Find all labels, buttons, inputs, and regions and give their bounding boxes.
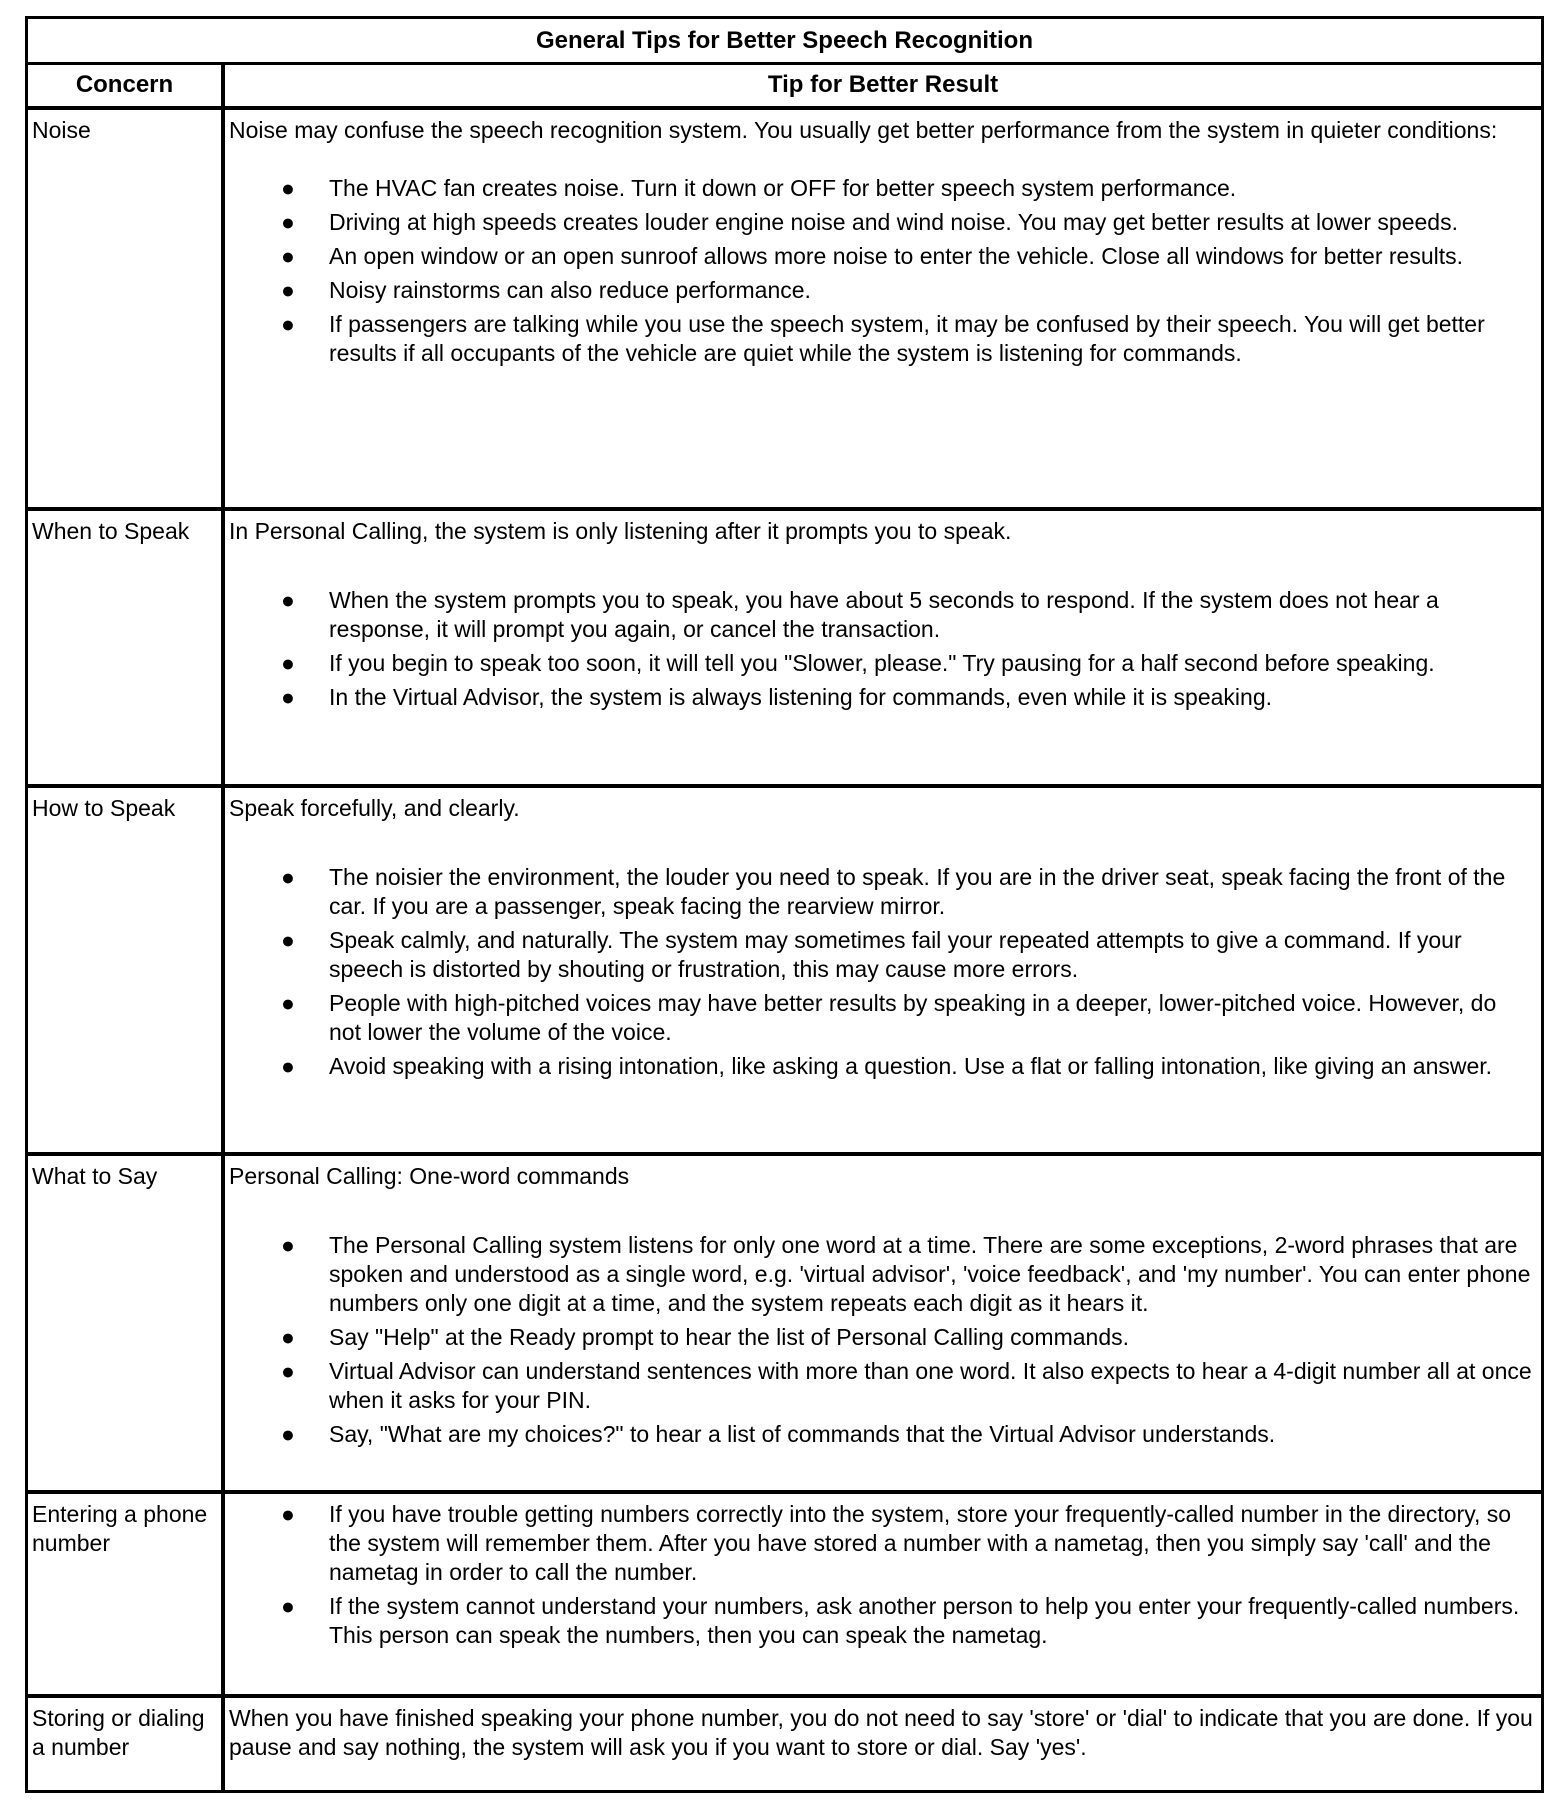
tip-cell	[229, 794, 1533, 1086]
list-item: ● If the system cannot understand your numbers, ask another person to help you enter your frequently-called numbers. This person can speak the numbers, then you can speak the nametag.	[281, 1593, 1520, 1648]
tip-cell	[229, 116, 1533, 373]
tip-intro: Personal Calling: One-word commands	[229, 1163, 630, 1189]
table-row-entering-number	[28, 1494, 1541, 1698]
list-item: ● Avoid speaking with a rising intonation, like asking a question. Use a flat or falling intonation, like giving an answer.	[281, 1053, 1493, 1079]
tip-cell	[229, 1704, 1533, 1762]
tip-intro: Noise may confuse the speech recognition system. You usually get better performance from the system in quieter conditions:	[229, 117, 1498, 143]
concern-cell: When to Speak	[32, 518, 190, 544]
list-item: ● The noisier the environment, the louder you need to speak. If you are in the driver seat, speak facing the front of the car. If you are a passenger, speak facing the rearview mirror.	[281, 864, 1506, 919]
tip-bullet-list	[229, 586, 1533, 712]
tip-intro: In Personal Calling, the system is only listening after it prompts you to speak.	[229, 518, 1012, 544]
list-item: ● Say "Help" at the Ready prompt to hear the list of Personal Calling commands.	[281, 1324, 1130, 1350]
list-item: ● If you have trouble getting numbers correctly into the system, store your frequently-called number in the directory, so the system will remember them. After you have stored a number with a nametag, then you simply say 'call' and the nametag in order to call the number.	[281, 1501, 1512, 1585]
table-row-noise	[28, 110, 1541, 511]
list-item: ● Virtual Advisor can understand sentences with more than one word. It also expects to hear a 4-digit number all at once when it asks for your PIN.	[281, 1358, 1532, 1413]
concern-cell: Noise	[32, 117, 91, 143]
tip-bullet-list	[229, 863, 1533, 1081]
tip-cell	[229, 517, 1533, 717]
list-item: ● Say, "What are my choices?" to hear a list of commands that the Virtual Advisor understands.	[281, 1421, 1276, 1447]
table-row-when-to-speak	[28, 511, 1541, 788]
tip-intro: When you have finished speaking your phone number, you do not need to say 'store' or 'dial' to indicate that you are done. If you pause and say nothing, the system will ask you if you want to store or dial. Say 'yes'.	[229, 1705, 1533, 1760]
list-item: ● An open window or an open sunroof allows more noise to enter the vehicle. Close all windows for better results.	[281, 243, 1463, 269]
list-item: ● Driving at high speeds creates louder engine noise and wind noise. You may get better results at lower speeds.	[281, 209, 1458, 235]
list-item: ● The HVAC fan creates noise. Turn it down or OFF for better speech system performance.	[281, 175, 1237, 201]
list-item: ● Noisy rainstorms can also reduce performance.	[281, 277, 811, 303]
tip-intro: Speak forcefully, and clearly.	[229, 795, 520, 821]
concern-cell: What to Say	[32, 1163, 158, 1189]
table-row-how-to-speak	[28, 788, 1541, 1156]
list-item: ● If you begin to speak too soon, it will tell you "Slower, please." Try pausing for a half second before speaking.	[281, 650, 1435, 676]
list-item: ● The Personal Calling system listens for only one word at a time. There are some exceptions, 2-word phrases that are spoken and understood as a single word, e.g. 'virtual advisor', 'voice feedback', and 'my number'. You can enter phone numbers only one digit at a time, and the system repeats each digit as it hears it.	[281, 1232, 1531, 1316]
header-row	[28, 65, 1541, 110]
list-item: ● If passengers are talking while you use the speech system, it may be confused by their speech. You will get better results if all occupants of the vehicle are quiet while the system is listening for commands.	[281, 311, 1485, 366]
tip-bullet-list	[229, 1231, 1533, 1449]
header-concern: Concern	[75, 71, 174, 98]
list-item: ● When the system prompts you to speak, you have about 5 seconds to respond. If the system does not hear a response, it will prompt you again, or cancel the transaction.	[281, 587, 1439, 642]
concern-cell: Entering a phone number	[32, 1501, 208, 1556]
concern-cell: Storing or dialing a number	[32, 1705, 205, 1760]
header-tip: Tip for Better Result	[767, 71, 999, 98]
tip-bullet-list	[229, 174, 1533, 368]
tip-cell	[229, 1500, 1533, 1655]
list-item: ● In the Virtual Advisor, the system is always listening for commands, even while it is speaking.	[281, 684, 1273, 710]
concern-cell: How to Speak	[32, 795, 176, 821]
tip-bullet-list	[229, 1500, 1533, 1650]
table-row-storing-dialing	[28, 1698, 1541, 1790]
table-title: General Tips for Better Speech Recognition	[28, 19, 1541, 65]
tips-table	[25, 16, 1544, 1793]
list-item: ● People with high-pitched voices may have better results by speaking in a deeper, lower-pitched voice. However, do not lower the volume of the voice.	[281, 990, 1497, 1045]
table-row-what-to-say	[28, 1156, 1541, 1494]
list-item: ● Speak calmly, and naturally. The system may sometimes fail your repeated attempts to give a command. If your speech is distorted by shouting or frustration, this may cause more errors.	[281, 927, 1462, 982]
tip-cell	[229, 1162, 1533, 1454]
